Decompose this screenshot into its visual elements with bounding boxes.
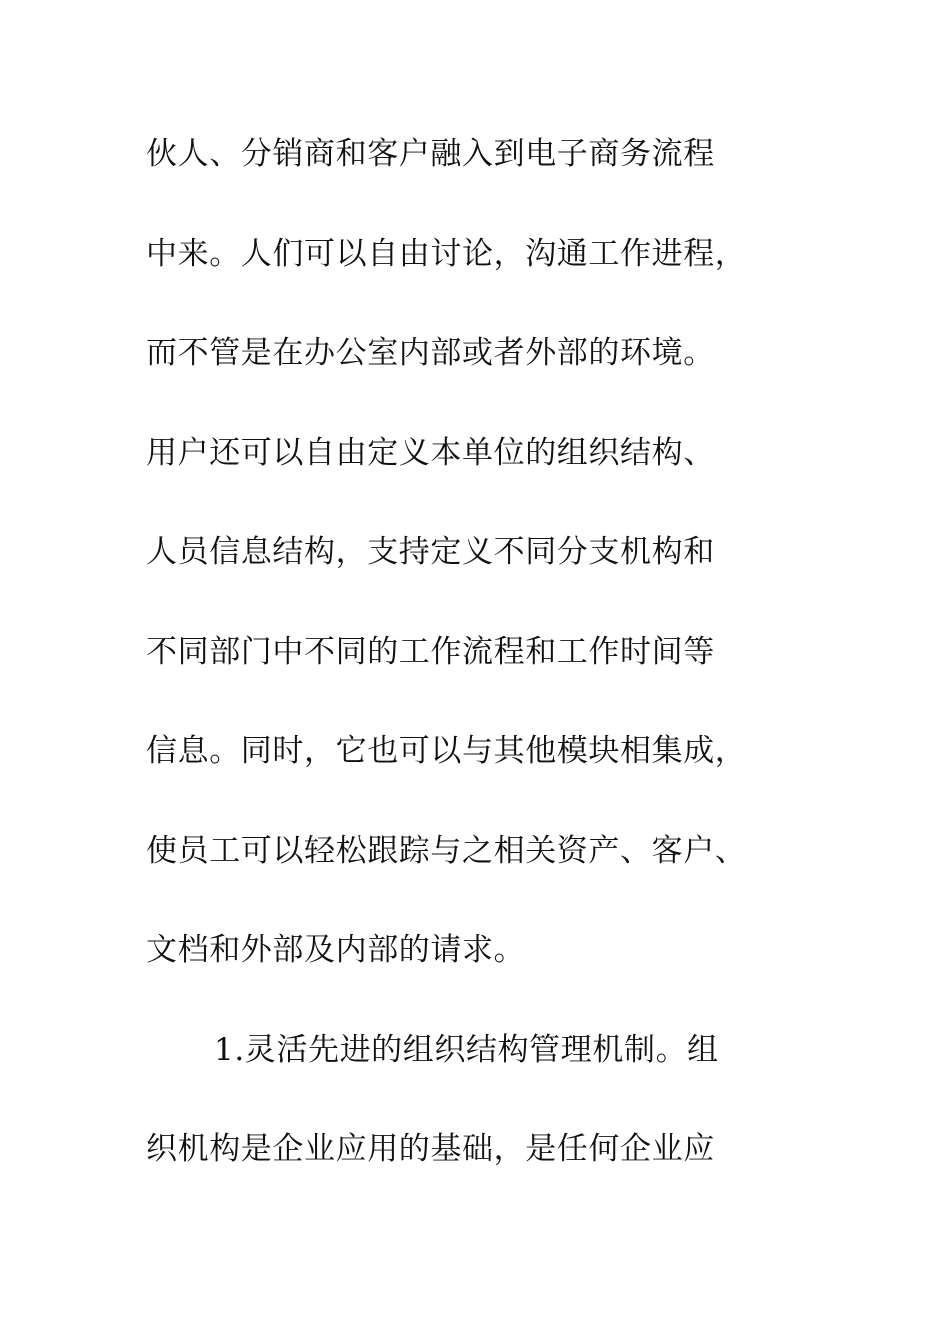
text-line: 伙人、分销商和客户融入到电子商务流程 bbox=[146, 136, 715, 172]
text-line: 织机构是企业应用的基础，是任何企业应 bbox=[146, 1131, 715, 1167]
numbered-paragraph-start: 1.灵活先进的组织结构管理机制。组 bbox=[214, 1032, 719, 1068]
text-line: 而不管是在办公室内部或者外部的环境。 bbox=[146, 335, 715, 371]
text-line: 用户还可以自由定义本单位的组织结构、 bbox=[146, 435, 715, 471]
text-line: 人员信息结构，支持定义不同分支机构和 bbox=[146, 534, 715, 570]
text-line: 不同部门中不同的工作流程和工作时间等 bbox=[146, 634, 715, 670]
text-line: 信息。同时，它也可以与其他模块相集成， bbox=[146, 733, 747, 769]
text-line: 中来。人们可以自由讨论，沟通工作进程， bbox=[146, 236, 747, 272]
text-line: 使员工可以轻松跟踪与之相关资产、客户、 bbox=[146, 833, 747, 869]
text-line: 文档和外部及内部的请求。 bbox=[146, 932, 526, 968]
